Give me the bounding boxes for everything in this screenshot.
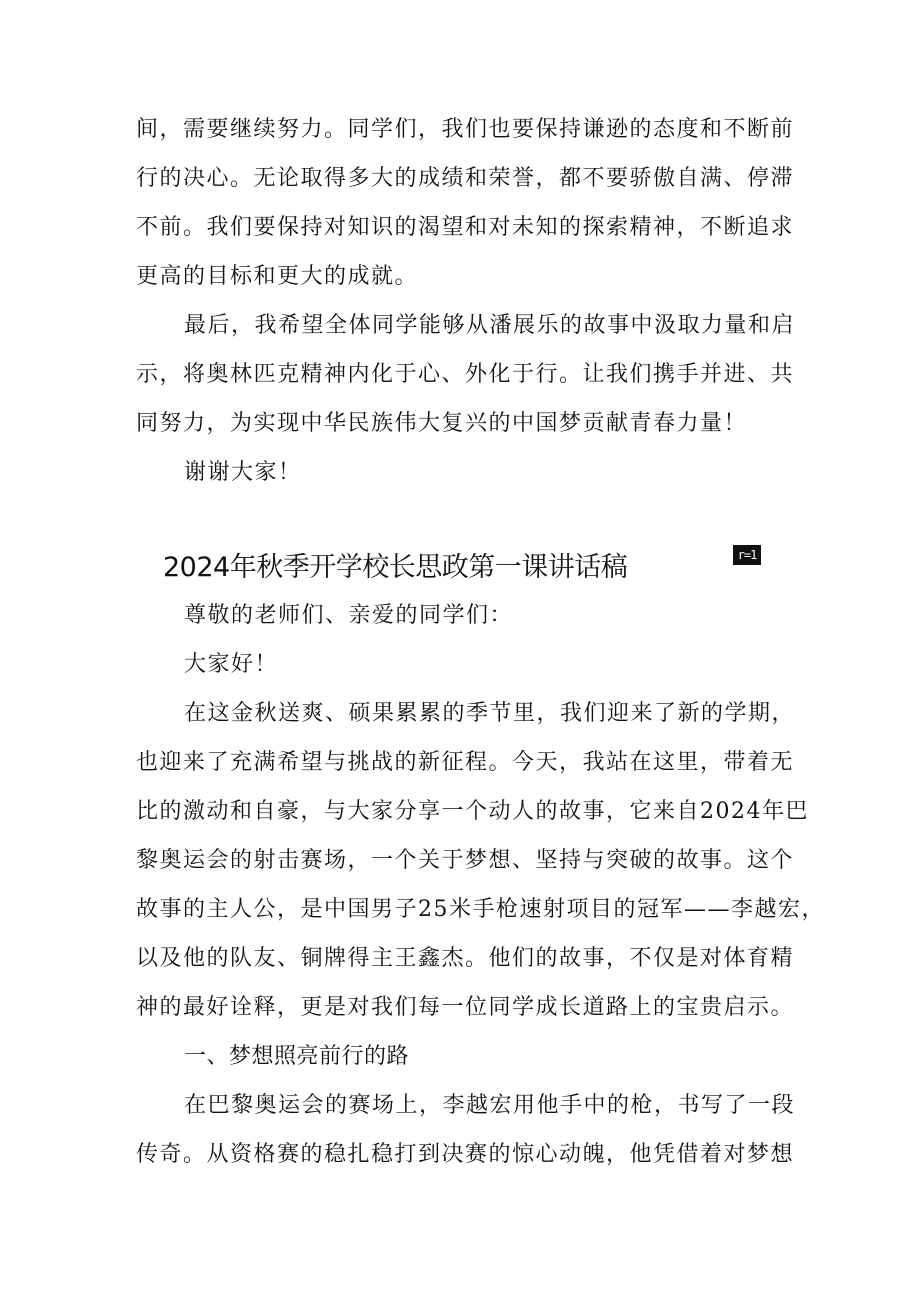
paragraph-line: 在巴黎奥运会的赛场上，李越宏用他手中的枪，书写了一段 xyxy=(184,1093,796,1118)
paragraph-line: 比的激动和自豪，与大家分享一个动人的故事，它来自2024年巴 xyxy=(136,799,809,824)
paragraph-line: 间，需要继续努力。同学们，我们也要保持谦逊的态度和不断前 xyxy=(136,117,795,142)
top-text-block xyxy=(136,105,796,497)
paragraph-line: 更高的目标和更大的成就。 xyxy=(136,264,419,289)
paragraph-line: 传奇。从资格赛的稳扎稳打到决赛的惊心动魄，他凭借着对梦想 xyxy=(136,1142,795,1167)
badge-icon: r=1 xyxy=(733,545,761,565)
salutation: 尊敬的老师们、亲爱的同学们： xyxy=(184,603,514,628)
paragraph-line: 以及他的队友、铜牌得主王鑫杰。他们的故事，不仅是对体育精 xyxy=(136,946,795,971)
paragraph-line: 故事的主人公，是中国男子25米手枪速射项目的冠军——李越宏， xyxy=(136,897,825,922)
paragraph-line: 在这金秋送爽、硕果累累的季节里，我们迎来了新的学期， xyxy=(184,701,796,726)
closing-line: 谢谢大家！ xyxy=(184,460,302,485)
paragraph-line: 黎奥运会的射击赛场，一个关于梦想、坚持与突破的故事。这个 xyxy=(136,848,795,873)
body-text-block xyxy=(136,591,825,1179)
paragraph-line: 最后，我希望全体同学能够从潘展乐的故事中汲取力量和启 xyxy=(184,313,796,338)
paragraph-line: 行的决心。无论取得多大的成绩和荣誉，都不要骄傲自满、停滞 xyxy=(136,166,795,191)
paragraph-line: 神的最好诠释，更是对我们每一位同学成长道路上的宝贵启示。 xyxy=(136,995,795,1020)
greeting: 大家好！ xyxy=(184,652,279,677)
paragraph-line: 也迎来了充满希望与挑战的新征程。今天，我站在这里，带着无 xyxy=(136,750,795,775)
document-title: 2024年秋季开学校长思政第一课讲话稿 xyxy=(163,552,628,583)
section-heading: 一、梦想照亮前行的路 xyxy=(184,1044,410,1069)
paragraph-line: 示，将奥林匹克精神内化于心、外化于行。让我们携手并进、共 xyxy=(136,362,795,387)
paragraph-line: 不前。我们要保持对知识的渴望和对未知的探索精神，不断追求 xyxy=(136,215,795,240)
paragraph-line: 同努力，为实现中华民族伟大复兴的中国梦贡献青春力量！ xyxy=(136,411,748,436)
